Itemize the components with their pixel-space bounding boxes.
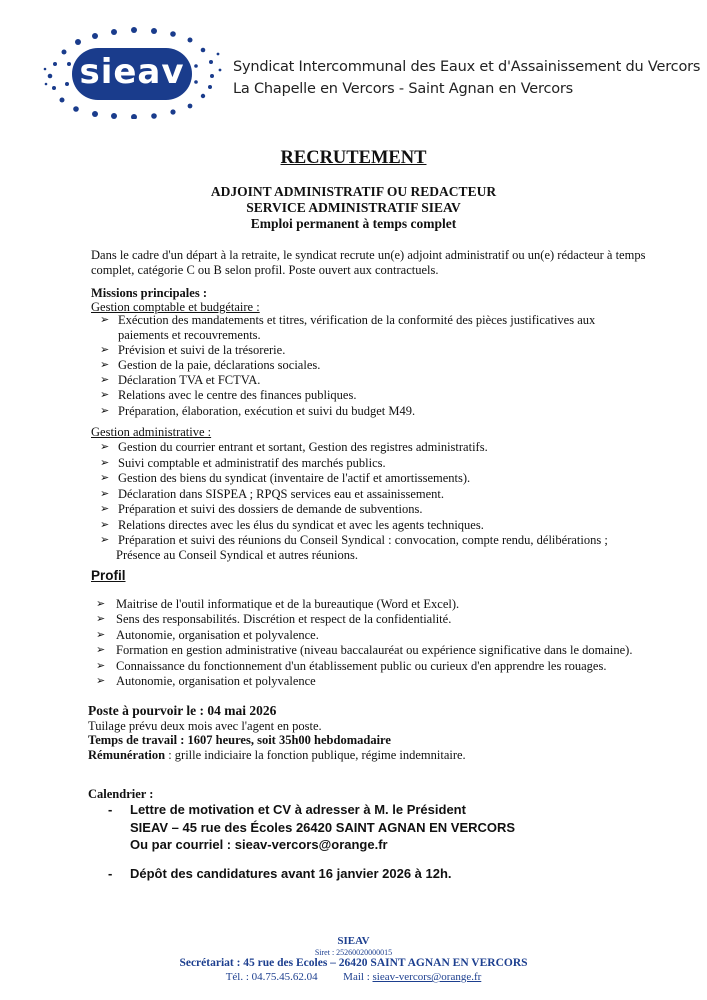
arrow-bullet-icon: ➢	[100, 343, 110, 356]
page-title: RECRUTEMENT	[280, 148, 427, 168]
arrow-bullet-icon: ➢	[96, 612, 106, 625]
calendrier-heading: Calendrier :	[88, 787, 154, 801]
arrow-bullet-icon: ➢	[100, 388, 110, 401]
missions-heading: Missions principales :	[91, 286, 207, 300]
list-item-continuation: paiements et recouvrements.	[118, 328, 261, 342]
arrow-bullet-icon: ➢	[96, 597, 106, 610]
arrow-bullet-icon: ➢	[96, 643, 106, 656]
intro-line1: Dans le cadre d'un départ à la retraite, le syndicat recrute un(e) adjoint administratif ou un(e) rédacteur à temps	[91, 248, 646, 262]
footer-name: SIEAV	[337, 935, 370, 947]
arrow-bullet-icon: ➢	[100, 518, 110, 531]
org-location: La Chapelle en Vercors - Saint Agnan en Vercors	[233, 81, 574, 97]
remuneration-label: Rémunération	[88, 748, 166, 762]
footer-tel: Tél. : 04.75.45.62.04	[225, 971, 318, 983]
list-item-continuation: Présence au Conseil Syndical et autres réunions.	[116, 548, 358, 562]
tuilage-text: Tuilage prévu deux mois avec l'agent en poste.	[88, 719, 322, 733]
dash-bullet: -	[108, 802, 113, 817]
job-title: ADJOINT ADMINISTRATIF OU REDACTEUR	[210, 184, 497, 199]
employment-type: Emploi permanent à temps complet	[250, 216, 457, 231]
arrow-bullet-icon: ➢	[100, 456, 110, 469]
footer-contact	[0, 971, 707, 983]
arrow-bullet-icon: ➢	[100, 533, 110, 546]
remuneration	[88, 748, 466, 764]
calendrier-deadline: Dépôt des candidatures avant 16 janvier 2026 à 12h.	[130, 866, 452, 881]
footer-siret: Siret : 25260020000015	[314, 948, 393, 957]
arrow-bullet-icon: ➢	[100, 358, 110, 371]
service-name: SERVICE ADMINISTRATIF SIEAV	[246, 200, 461, 215]
arrow-bullet-icon: ➢	[100, 502, 110, 515]
logo-text: sieav	[79, 52, 185, 92]
profil-heading: Profil	[91, 568, 126, 583]
dash-bullet: -	[108, 866, 113, 881]
remuneration-text: : grille indiciaire la fonction publique, régime indemnitaire.	[165, 748, 466, 762]
arrow-bullet-icon: ➢	[100, 373, 110, 386]
arrow-bullet-icon: ➢	[100, 487, 110, 500]
footer-secretariat: Secrétariat : 45 rue des Ecoles – 26420 SAINT AGNAN EN VERCORS	[179, 957, 528, 969]
footer-mail-label: Mail :	[343, 971, 373, 983]
footer-mail-link[interactable]: sieav-vercors@orange.fr	[372, 971, 482, 983]
gestion-comptable-heading: Gestion comptable et budgétaire :	[91, 300, 260, 314]
poste-date: Poste à pourvoir le : 04 mai 2026	[88, 703, 277, 718]
temps-travail: Temps de travail : 1607 heures, soit 35h00 hebdomadaire	[88, 733, 391, 747]
logo	[40, 24, 225, 119]
arrow-bullet-icon: ➢	[100, 440, 110, 453]
arrow-bullet-icon: ➢	[100, 313, 110, 326]
calendrier-email: Ou par courriel : sieav-vercors@orange.fr	[130, 837, 388, 852]
arrow-bullet-icon: ➢	[96, 674, 106, 687]
arrow-bullet-icon: ➢	[100, 404, 110, 417]
calendrier-address: SIEAV – 45 rue des Écoles 26420 SAINT AGNAN EN VERCORS	[130, 820, 516, 835]
arrow-bullet-icon: ➢	[96, 628, 106, 641]
arrow-bullet-icon: ➢	[100, 471, 110, 484]
gestion-admin-heading: Gestion administrative :	[91, 425, 212, 439]
intro-line2: complet, catégorie C ou B selon profil. Poste ouvert aux contractuels.	[91, 263, 439, 277]
org-name: Syndicat Intercommunal des Eaux et d'Assainissement du Vercors	[233, 59, 701, 75]
calendrier-line1: Lettre de motivation et CV à adresser à M. le Président	[130, 802, 466, 817]
arrow-bullet-icon: ➢	[96, 659, 106, 672]
